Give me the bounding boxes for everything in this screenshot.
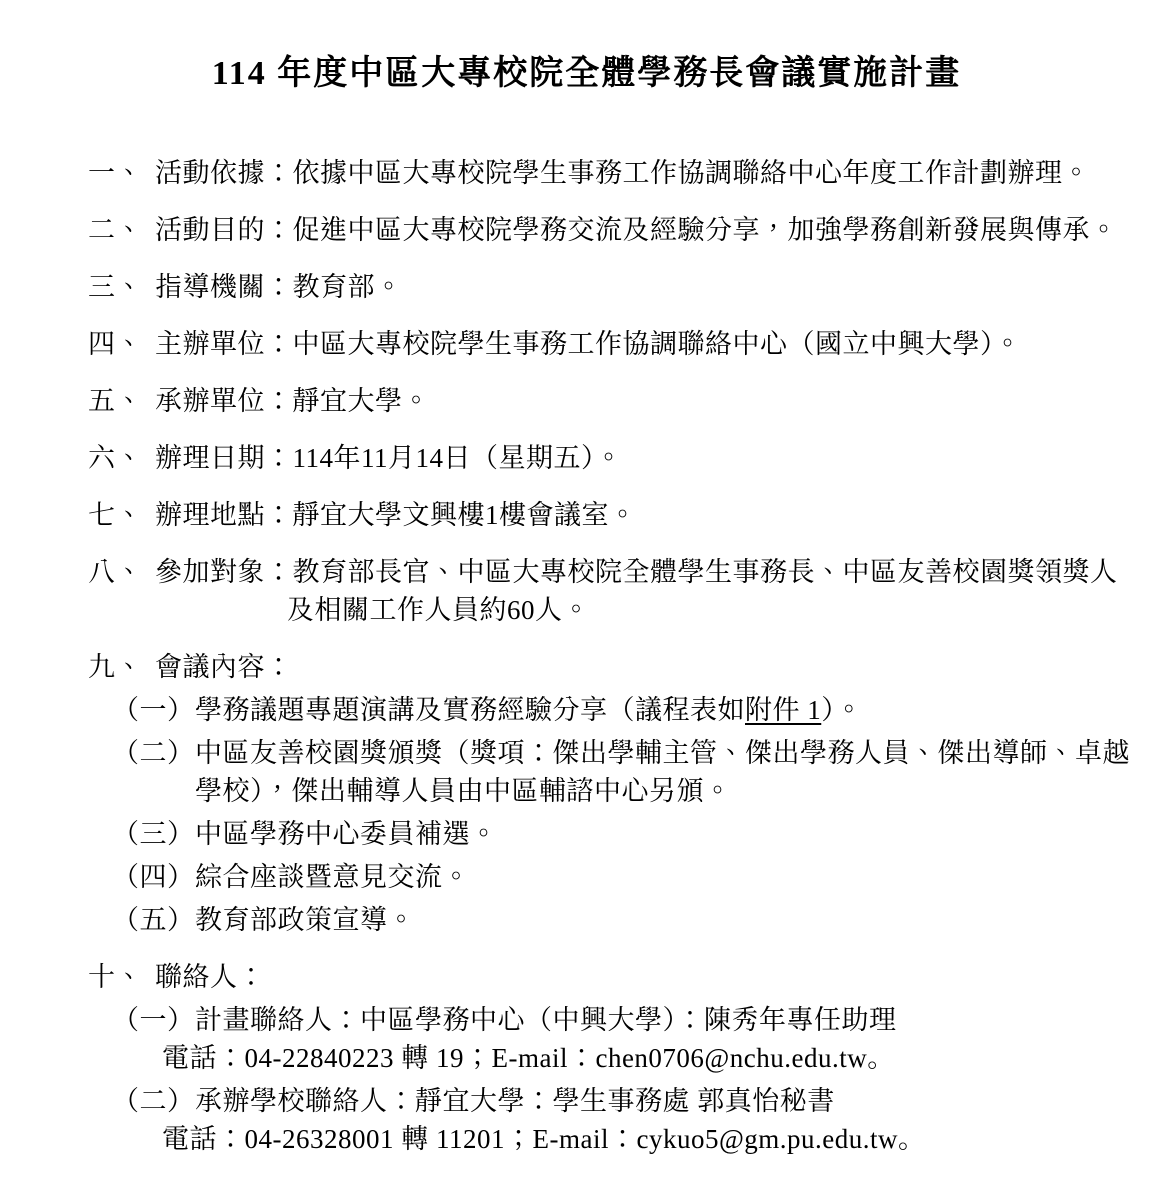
contact-name-line: 計畫聯絡人：中區學務中心（中興大學）：陳秀年專任助理 [195,1005,897,1035]
subitem-content [195,815,1113,853]
subitem-text-suffix: ）。 [821,695,863,725]
subitem-9-4-discussion [112,858,1113,896]
meeting-content-subitems [112,691,1130,939]
item-content [155,382,1113,420]
subitem-text: 教育部政策宣導。 [195,905,415,935]
item-content [155,958,1113,996]
subitem-number: （一） [112,1005,195,1035]
subitem-number: （一） [112,695,195,725]
subitem-text [195,691,1113,729]
item-number: 八、 [88,557,143,587]
item-number: 九、 [88,652,143,682]
item-number: 七、 [88,500,143,530]
subitem-content [162,1082,1113,1158]
item-content [155,648,1113,686]
item-2-activity-purpose [88,211,1118,249]
subitem-content [195,858,1113,896]
item-number: 五、 [88,386,143,416]
item-6-date [88,439,1113,477]
subitem-number: （二） [112,1086,195,1116]
item-content [155,325,1113,363]
item-5-host-unit [88,382,1113,420]
subitem-9-3-committee-byelection [112,815,1113,853]
item-text: 辦理地點：靜宜大學文興樓1樓會議室。 [155,500,637,530]
item-content [155,496,1113,534]
subitem-content [162,1001,1113,1077]
item-3-supervising-authority [88,268,1113,306]
item-text: 活動目的：促進中區大專校院學務交流及經驗分享，加強學務創新發展與傳承。 [155,215,1118,245]
subitem-9-1-lectures [112,691,1113,729]
subitem-9-5-policy-briefing [112,901,1113,939]
contact-phone-email-line: 電話：04-26328001 轉 11201；E-mail：cykuo5@gm.pu.edu.tw。 [162,1124,926,1154]
item-4-organizer [88,325,1113,363]
item-number: 六、 [88,443,143,473]
subitem-number: （五） [112,905,195,935]
item-text: 活動依據：依據中區大專校院學生事務工作協調聯絡中心年度工作計劃辦理。 [155,158,1090,188]
item-text: 指導機關：教育部。 [155,272,403,302]
item-number: 四、 [88,329,143,359]
item-content [155,268,1113,306]
subitem-number: （四） [112,862,195,892]
subitem-number: （三） [112,819,195,849]
item-text: 會議內容： [155,652,293,682]
item-10-contacts-header [88,958,1113,996]
item-number: 一、 [88,158,143,188]
contact-phone-email-line: 電話：04-22840223 轉 19；E-mail：chen0706@nchu.edu.tw。 [162,1043,895,1073]
item-text: 聯絡人： [155,962,265,992]
document-title: 114 年度中區大專校院全體學務長會議實施計畫 [211,55,962,92]
item-number: 三、 [88,272,143,302]
item-content [155,211,1118,249]
subitem-number: （二） [112,738,195,768]
subitem-content [195,691,1113,729]
attachment-1-reference: 附件 1 [745,695,822,725]
subitem-text: 中區學務中心委員補選。 [195,819,498,849]
subitem-10-1-plan-contact [112,1001,1113,1077]
item-8-participants [88,553,1118,629]
subitem-10-2-host-school-contact [112,1082,1113,1158]
subitem-content [195,734,1130,810]
item-number: 二、 [88,215,143,245]
subitem-text-continued: 學校），傑出輔導人員由中區輔諮中心另頒。 [195,776,732,806]
item-1-activity-basis [88,154,1113,192]
item-text: 主辦單位：中區大專校院學生事務工作協調聯絡中心（國立中興大學）。 [155,329,1022,359]
item-content [155,439,1113,477]
contacts-subitems [112,1001,1113,1158]
subitem-text-prefix: 學務議題專題演講及實務經驗分享（議程表如 [195,695,745,725]
item-text: 參加對象：教育部長官、中區大專校院全體學生事務長、中區友善校園獎領獎人 [155,557,1118,587]
subitem-9-2-awards [112,734,1130,810]
item-content [155,154,1113,192]
item-number: 十、 [88,962,143,992]
subitem-text: 綜合座談暨意見交流。 [195,862,470,892]
contact-name-line: 承辦學校聯絡人：靜宜大學：學生事務處 郭真怡秘書 [195,1086,835,1116]
plan-items [88,154,1130,1158]
item-text-continued: 及相關工作人員約60人。 [287,595,590,625]
item-7-location [88,496,1113,534]
item-text: 承辦單位：靜宜大學。 [155,386,430,416]
item-text: 辦理日期：114年11月14日（星期五）。 [155,443,623,473]
subitem-content [195,901,1113,939]
item-content [155,553,1118,629]
item-9-meeting-content-header [88,648,1113,686]
subitem-text: 中區友善校園獎頒獎（獎項：傑出學輔主管、傑出學務人員、傑出導師、卓越 [195,738,1130,768]
